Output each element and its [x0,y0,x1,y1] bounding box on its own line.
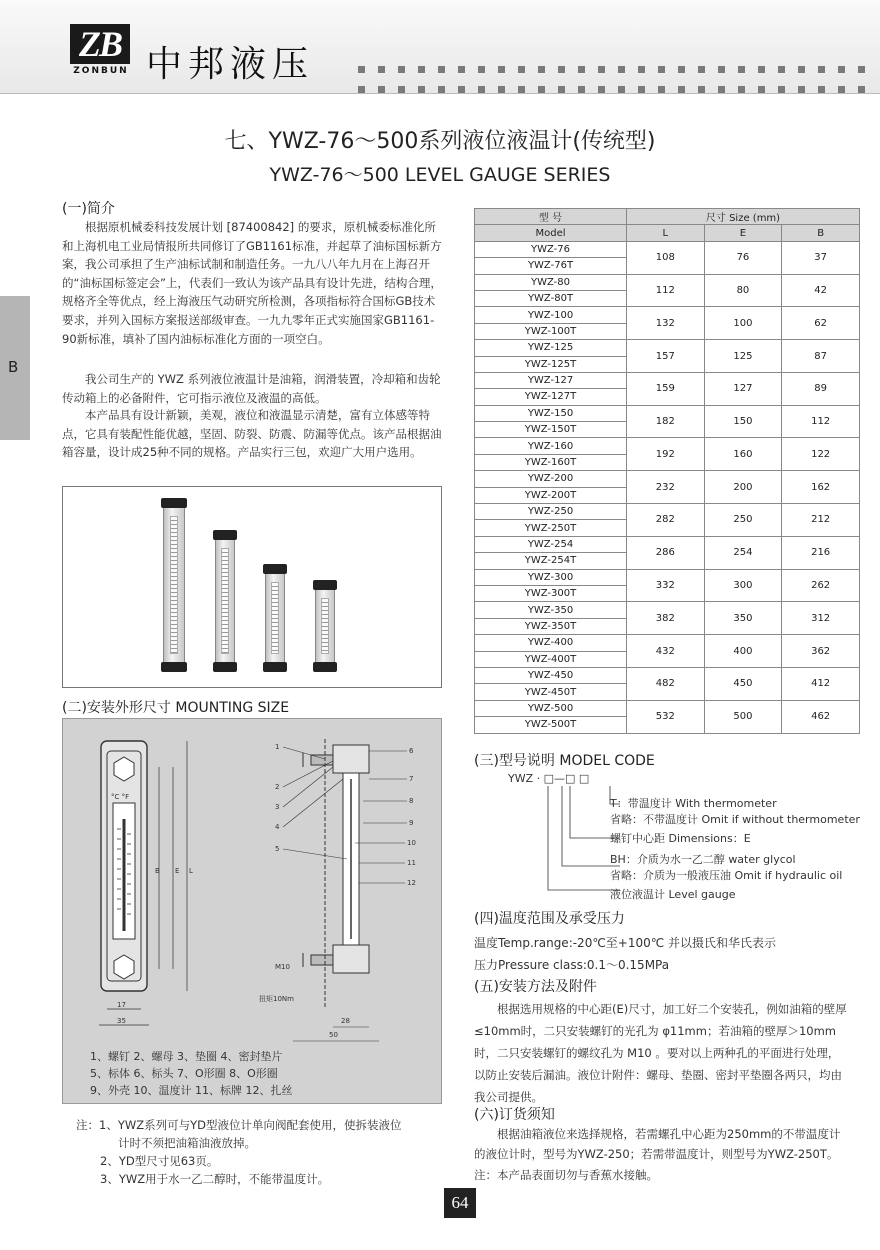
table-header-e: E [704,225,782,241]
callout-12: 12 [407,879,416,887]
model-code-heading: (三)型号说明 MODEL CODE [474,753,655,769]
l-cell: 192 [627,438,705,471]
e-cell: 127 [704,372,782,405]
b-cell: 262 [782,569,860,602]
b-cell: 122 [782,438,860,471]
size-table [474,208,860,734]
model-cell: YWZ-160T [475,454,627,470]
model-cell: YWZ-500 [475,700,627,716]
model-cell: YWZ-80T [475,290,627,306]
table-row [475,340,860,356]
page-header [0,0,880,94]
model-cell: YWZ-254 [475,536,627,552]
model-cell: YWZ-200 [475,471,627,487]
l-cell: 182 [627,405,705,438]
table-row [475,372,860,388]
model-cell: YWZ-80 [475,274,627,290]
e-cell: 500 [704,700,782,733]
callout-9: 9 [409,819,414,827]
l-cell: 382 [627,602,705,635]
table-row [475,569,860,585]
model-cell: YWZ-254T [475,553,627,569]
callout-3: 3 [275,803,280,811]
table-row [475,274,860,290]
side-tab-label: B [8,358,19,376]
model-cell: YWZ-450T [475,684,627,700]
scale-label: °C °F [111,793,130,801]
table-row [475,438,860,454]
callout-2: 2 [275,783,280,791]
model-cell: YWZ-160 [475,438,627,454]
model-cell: YWZ-76 [475,241,627,257]
gauge-photo-large [163,501,185,669]
install-heading: (五)安装方法及附件 [474,979,597,995]
l-cell: 232 [627,471,705,504]
order-heading: (六)订货须知 [474,1107,555,1123]
l-cell: 157 [627,340,705,373]
dim-28-label: 28 [341,1017,350,1025]
e-cell: 300 [704,569,782,602]
model-cell: YWZ-250 [475,504,627,520]
page-number: 64 [444,1188,476,1218]
callout-4: 4 [275,823,280,831]
dim-m10-label: M10 [275,963,290,971]
model-cell: YWZ-300 [475,569,627,585]
table-header-model-cn: 型 号 [475,209,627,225]
note-line: 2、YD型尺寸见63页。 [100,1154,219,1168]
l-cell: 159 [627,372,705,405]
model-code-formula: YWZ · □—□ □ [508,772,590,785]
logo-subtitle: ZONBUN [73,66,129,76]
header-dots-row [358,78,878,88]
l-cell: 532 [627,700,705,733]
order-paragraph: 根据油箱液位来选择规格，若需螺孔中心距为250mm的不带温度计的液位计时，型号为YWZ-250；若需带温度计，则型号为YWZ-250T。 [474,1127,841,1161]
table-row [475,700,860,716]
note-line: 计时不须把油箱油液放掉。 [118,1136,256,1150]
table-header-l: L [627,225,705,241]
temp-heading: (四)温度范围及承受压力 [474,911,625,927]
table-row [475,635,860,651]
callout-5: 5 [275,845,280,853]
model-cell: YWZ-250T [475,520,627,536]
l-cell: 482 [627,667,705,700]
company-logo: ZB [70,24,130,64]
b-cell: 162 [782,471,860,504]
dim-b-label: B [155,867,160,875]
page-title-cn: 七、YWZ-76～500系列液位液温计(传统型) [224,129,656,154]
intro-heading: (一)简介 [62,201,115,217]
table-row [475,307,860,323]
parts-legend-line: 5、标体 6、标头 7、O形圈 8、O形圈 [90,1067,278,1080]
table-header-model-en: Model [475,225,627,241]
e-cell: 160 [704,438,782,471]
note-line: 注：1、YWZ系列可与YD型液位计单向阀配套使用，使拆装液位 [76,1118,402,1132]
callout-10: 10 [407,839,416,847]
b-cell: 216 [782,536,860,569]
parts-legend-line: 1、螺钉 2、螺母 3、垫圈 4、密封垫片 [90,1050,283,1063]
gauge-photo-medium [215,533,235,669]
intro-paragraph-1: 根据原机械委科技发展计划 [87400842] 的要求，原机械委标准化所和上海机电工业局情报所共同修订了GB1161标准，并起草了油标国标新方案，我公司承担了生产油标试制和制造任务。一九八八年九月在上海召开的“油标国标签定会”上，代表们一致认为该产品具有设计先进，结构合理，规格齐全等优点，经上海液压气动研究所检测，各项指标符合国标GB技术要求，并列入国标方案报送部级审查。一九九零年正式实施国家GB1161-90新标准，填补了国内油标标准化方面的一项空白。 [62,220,442,346]
e-cell: 76 [704,241,782,274]
table-row [475,602,860,618]
table-row [475,405,860,421]
notes [76,1116,401,1188]
b-cell: 42 [782,274,860,307]
b-cell: 87 [782,340,860,373]
b-cell: 89 [782,372,860,405]
header-dots-row [358,58,878,68]
l-cell: 332 [627,569,705,602]
callout-7: 7 [409,775,414,783]
gauge-photo-small [265,567,285,669]
e-cell: 100 [704,307,782,340]
table-row [475,536,860,552]
e-cell: 80 [704,274,782,307]
model-code-bh-omit: 省略：介质为一般液压油 Omit if hydraulic oil [610,869,843,882]
model-cell: YWZ-400 [475,635,627,651]
gauge-photo-mini [315,583,335,669]
model-cell: YWZ-400T [475,651,627,667]
model-cell: YWZ-125 [475,340,627,356]
model-cell: YWZ-150T [475,422,627,438]
torque-label: 扭矩10Nm [259,995,294,1003]
model-cell: YWZ-125T [475,356,627,372]
model-code-lg: 液位液温计 Level gauge [610,888,736,901]
model-cell: YWZ-200T [475,487,627,503]
b-cell: 312 [782,602,860,635]
model-cell: YWZ-350 [475,602,627,618]
model-cell: YWZ-450 [475,667,627,683]
l-cell: 286 [627,536,705,569]
install-paragraph: 根据选用规格的中心距(E)尺寸，加工好二个安装孔，例如油箱的壁厚≤10mm时，二只安装螺钉的光孔为 φ11mm；若油箱的壁厚＞10mm时，二只安装螺钉的螺纹孔为 M10 。要对以上两种孔的平面进行处理，以防止安装后漏油。液位计附件：螺母、垫圈、密封平垫圈各两只，均由我公司提供。 [474,1002,847,1104]
e-cell: 125 [704,340,782,373]
model-cell: YWZ-350T [475,618,627,634]
model-cell: YWZ-100 [475,307,627,323]
page-title-en: YWZ-76～500 LEVEL GAUGE SERIES [269,164,611,186]
pressure-class: 压力Pressure class:0.1～0.15MPa [474,958,670,972]
model-code-e: 螺钉中心距 Dimensions：E [610,832,751,845]
order-note: 注：本产品表面切勿与香蕉水接触。 [474,1168,658,1182]
e-cell: 250 [704,504,782,537]
b-cell: 362 [782,635,860,668]
b-cell: 212 [782,504,860,537]
e-cell: 350 [704,602,782,635]
l-cell: 432 [627,635,705,668]
table-header-size: 尺寸 Size (mm) [627,209,860,225]
intro-paragraph-3: 本产品具有设计新颖，美观，液位和液温显示清楚，富有立体感等特点，它具有装配性能优越，坚固、防裂、防震、防漏等优点。该产品根据油箱容量，设计成25种不同的规格。产品实行三包，欢迎广大用户选用。 [62,408,442,460]
parts-legend-line: 9、外壳 10、温度计 11、标牌 12、扎丝 [90,1084,293,1097]
parts-legend [90,1048,292,1099]
model-cell: YWZ-127 [475,372,627,388]
b-cell: 62 [782,307,860,340]
table-row [475,667,860,683]
model-cell: YWZ-150 [475,405,627,421]
model-cell: YWZ-100T [475,323,627,339]
table-header-b: B [782,225,860,241]
model-cell: YWZ-300T [475,585,627,601]
product-photo [62,486,442,688]
b-cell: 462 [782,700,860,733]
b-cell: 412 [782,667,860,700]
mounting-heading: (二)安装外形尺寸 MOUNTING SIZE [62,700,290,716]
dim-35-label: 35 [117,1017,126,1025]
model-cell: YWZ-127T [475,389,627,405]
model-code-t: T：带温度计 With thermometer [610,797,777,810]
l-cell: 112 [627,274,705,307]
l-cell: 282 [627,504,705,537]
model-code-t-omit: 省略：不带温度计 Omit if without thermometer [610,813,860,826]
dim-50-label: 50 [329,1031,338,1039]
dim-17-label: 17 [117,1001,126,1009]
callout-8: 8 [409,797,414,805]
e-cell: 150 [704,405,782,438]
dim-l-label: L [189,867,193,875]
callout-1: 1 [275,743,280,751]
temp-range: 温度Temp.range:-20℃至+100℃ 并以摄氏和华氏表示 [474,936,777,950]
table-row [475,471,860,487]
table-row [475,241,860,257]
b-cell: 37 [782,241,860,274]
callout-6: 6 [409,747,414,755]
mounting-drawing [62,718,442,1104]
model-cell: YWZ-500T [475,717,627,733]
model-code-bh: BH：介质为水一乙二醇 water glycol [610,853,796,866]
b-cell: 112 [782,405,860,438]
brand-name: 中邦液压 [146,44,315,85]
table-row [475,504,860,520]
table-body [475,241,860,733]
l-cell: 132 [627,307,705,340]
callout-11: 11 [407,859,416,867]
e-cell: 200 [704,471,782,504]
l-cell: 108 [627,241,705,274]
intro-paragraph-2: 我公司生产的 YWZ 系列液位液温计是油箱，润滑装置，冷却箱和齿轮传动箱上的必备附件，它可指示液位及液温的高低。 [62,372,441,405]
dim-e-label: E [175,867,180,875]
e-cell: 400 [704,635,782,668]
model-code-brackets [540,786,620,896]
mounting-drawing-svg [63,719,441,1103]
e-cell: 254 [704,536,782,569]
note-line: 3、YWZ用于水一乙二醇时，不能带温度计。 [100,1172,330,1186]
model-cell: YWZ-76T [475,258,627,274]
e-cell: 450 [704,667,782,700]
